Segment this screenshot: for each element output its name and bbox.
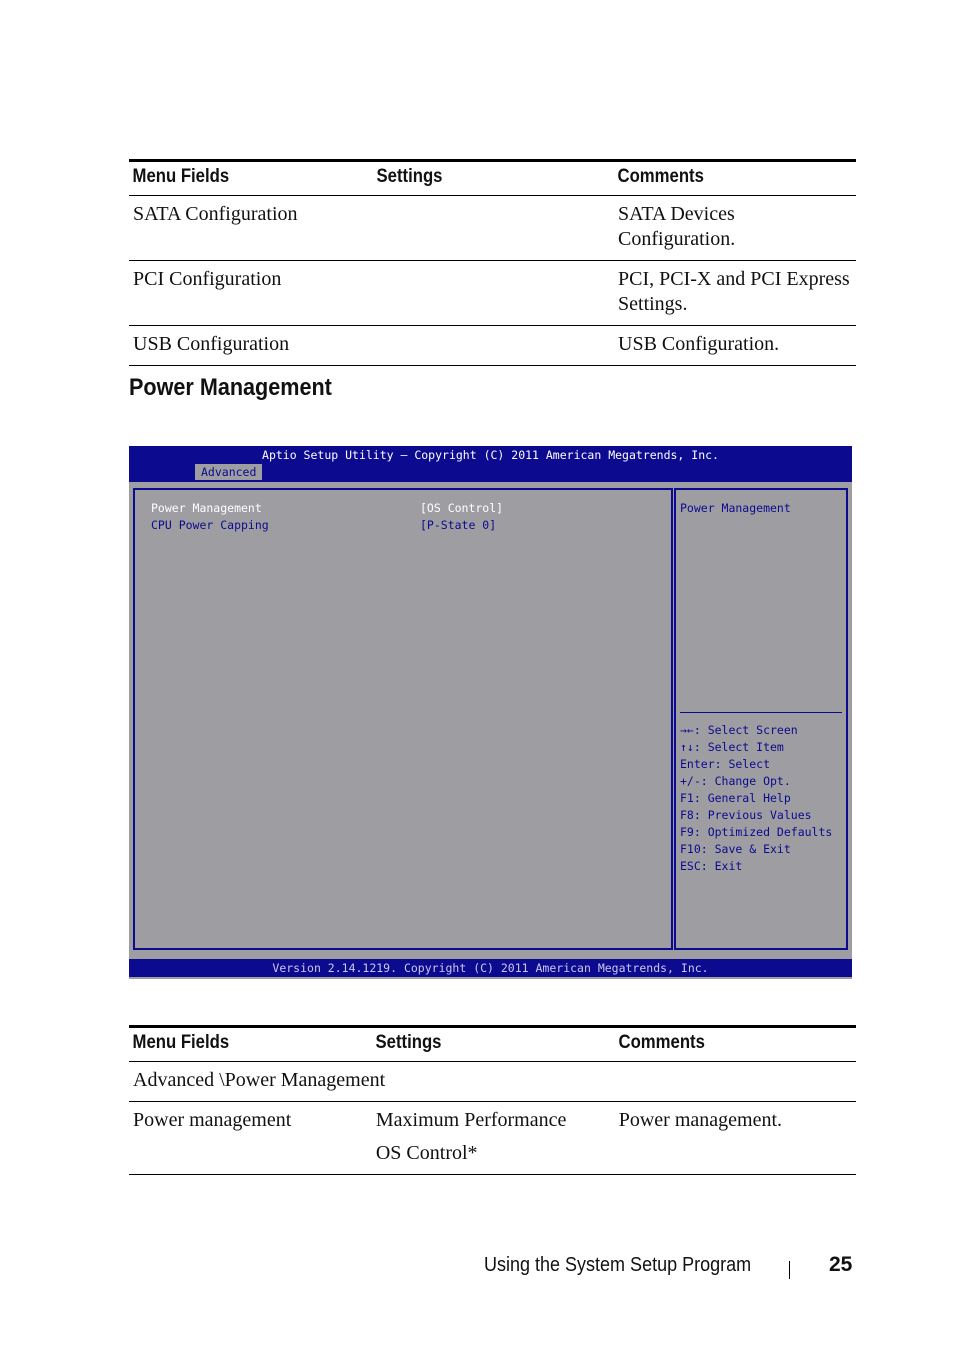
menu-fields-table-power-management	[129, 1025, 856, 1175]
table-header-row	[129, 161, 856, 196]
header-menu-fields: Menu Fields	[132, 1032, 230, 1053]
bios-version-bar: Version 2.14.1219. Copyright (C) 2011 American Megatrends, Inc.	[129, 959, 852, 977]
row-settings	[372, 1102, 615, 1175]
key-hint: ↑↓: Select Item	[680, 740, 784, 754]
table-row	[129, 261, 856, 326]
row-comments: USB Configuration.	[614, 326, 856, 366]
bios-title-bar	[129, 446, 852, 482]
table-row	[129, 326, 856, 366]
bios-settings-panel	[133, 488, 673, 950]
row-comments: PCI, PCI-X and PCI Express Settings.	[614, 261, 856, 326]
menu-item-cpu-power-capping[interactable]: CPU Power Capping	[151, 518, 269, 532]
header-settings: Settings	[376, 166, 443, 187]
key-hint: +/-: Change Opt.	[680, 774, 791, 788]
key-hint: Enter: Select	[680, 757, 771, 771]
key-hint: F9: Optimized Defaults	[680, 825, 833, 839]
menu-fields-table-advanced	[129, 159, 856, 366]
menu-value-power-management[interactable]: [OS Control]	[420, 501, 504, 515]
key-hint: ESC: Exit	[680, 859, 743, 873]
row-field: Power management	[129, 1102, 372, 1175]
row-settings	[373, 261, 614, 326]
key-hint: F8: Previous Values	[680, 808, 812, 822]
header-comments: Comments	[618, 1032, 705, 1053]
setting-option: Maximum Performance	[375, 1109, 567, 1131]
help-title: Power Management	[680, 501, 791, 515]
row-settings	[373, 196, 614, 261]
setting-option-default: OS Control*	[375, 1142, 478, 1164]
table-group-row	[129, 1062, 856, 1102]
bios-help-panel	[674, 488, 848, 950]
menu-item-power-management[interactable]: Power Management	[151, 501, 262, 515]
table-header-row	[129, 1027, 856, 1062]
key-hint: F10: Save & Exit	[680, 842, 791, 856]
row-comments: SATA Devices Configuration.	[614, 196, 856, 261]
row-comments: Power management.	[615, 1102, 856, 1175]
header-menu-fields: Menu Fields	[132, 166, 230, 187]
bios-title: Aptio Setup Utility – Copyright (C) 2011 American Megatrends, Inc.	[262, 448, 719, 462]
key-hint: →←: Select Screen	[680, 723, 798, 737]
page-number: 25	[829, 1253, 853, 1276]
row-field: SATA Configuration	[129, 196, 373, 261]
footer-divider	[789, 1261, 790, 1279]
header-comments: Comments	[617, 166, 704, 187]
footer-chapter-title: Using the System Setup Program	[484, 1254, 752, 1276]
bios-screenshot	[129, 446, 852, 979]
key-hint: F1: General Help	[680, 791, 791, 805]
table-row	[129, 1102, 856, 1175]
row-settings	[373, 326, 614, 366]
header-settings: Settings	[375, 1032, 442, 1053]
row-field: PCI Configuration	[129, 261, 373, 326]
section-title: Power Management	[129, 374, 332, 401]
help-divider	[680, 712, 842, 713]
group-label: Advanced \Power Management	[129, 1062, 856, 1102]
menu-value-cpu-power-capping[interactable]: [P-State 0]	[420, 518, 497, 532]
tab-advanced[interactable]: Advanced	[195, 464, 262, 480]
row-field: USB Configuration	[129, 326, 373, 366]
table-row	[129, 196, 856, 261]
